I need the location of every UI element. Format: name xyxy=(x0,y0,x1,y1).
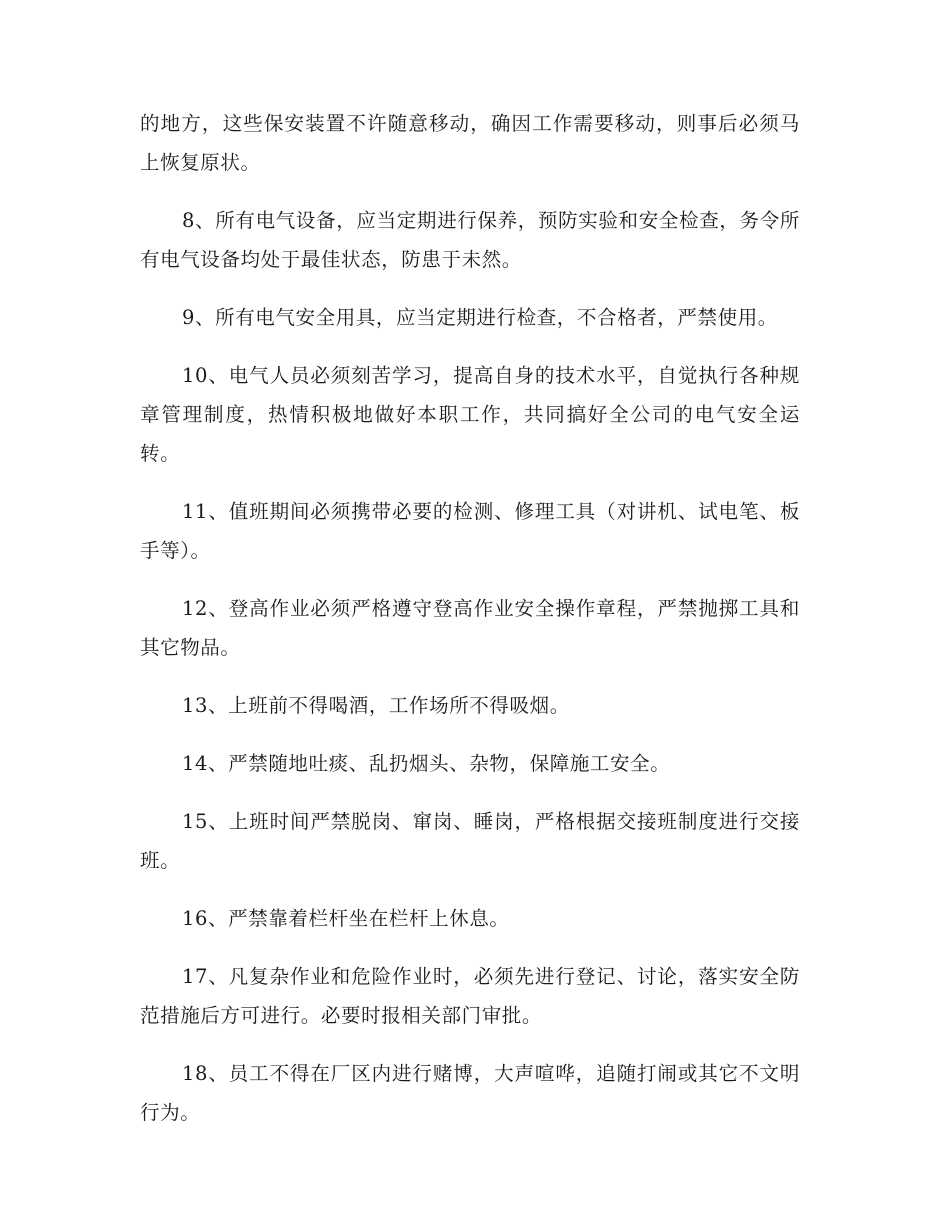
paragraph-item-17: 17、凡复杂作业和危险作业时，必须先进行登记、讨论，落实安全防范措施后方可进行。必要时报相关部门审批。 xyxy=(140,965,800,1027)
paragraph-continuation: 的地方，这些保安装置不许随意移动，确因工作需要移动，则事后必须马上恢复原状。 xyxy=(140,112,800,174)
paragraph-item-14: 14、严禁随地吐痰、乱扔烟头、杂物，保障施工安全。 xyxy=(182,752,671,775)
paragraph-item-9: 9、所有电气安全用具，应当定期进行检查，不合格者，严禁使用。 xyxy=(182,306,778,329)
paragraph-item-16: 16、严禁靠着栏杆坐在栏杆上休息。 xyxy=(182,907,510,930)
paragraph-item-11: 11、值班期间必须携带必要的检测、修理工具（对讲机、试电笔、板手等）。 xyxy=(140,500,800,562)
paragraph-item-12: 12、登高作业必须严格遵守登高作业安全操作章程，严禁抛掷工具和其它物品。 xyxy=(140,597,800,659)
paragraph-item-10: 10、电气人员必须刻苦学习，提高自身的技术水平，自觉执行各种规章管理制度，热情积极地做好本职工作，共同搞好全公司的电气安全运转。 xyxy=(140,364,800,465)
paragraph-item-15: 15、上班时间严禁脱岗、窜岗、睡岗，严格根据交接班制度进行交接班。 xyxy=(140,810,800,872)
paragraph-item-8: 8、所有电气设备，应当定期进行保养，预防实验和安全检查，务令所有电气设备均处于最佳状态，防患于未然。 xyxy=(140,209,800,271)
document-body xyxy=(140,104,800,1151)
paragraph-item-18: 18、员工不得在厂区内进行赌博，大声喧哗，追随打闹或其它不文明行为。 xyxy=(140,1062,800,1124)
paragraph-item-13: 13、上班前不得喝酒，工作场所不得吸烟。 xyxy=(182,694,570,717)
